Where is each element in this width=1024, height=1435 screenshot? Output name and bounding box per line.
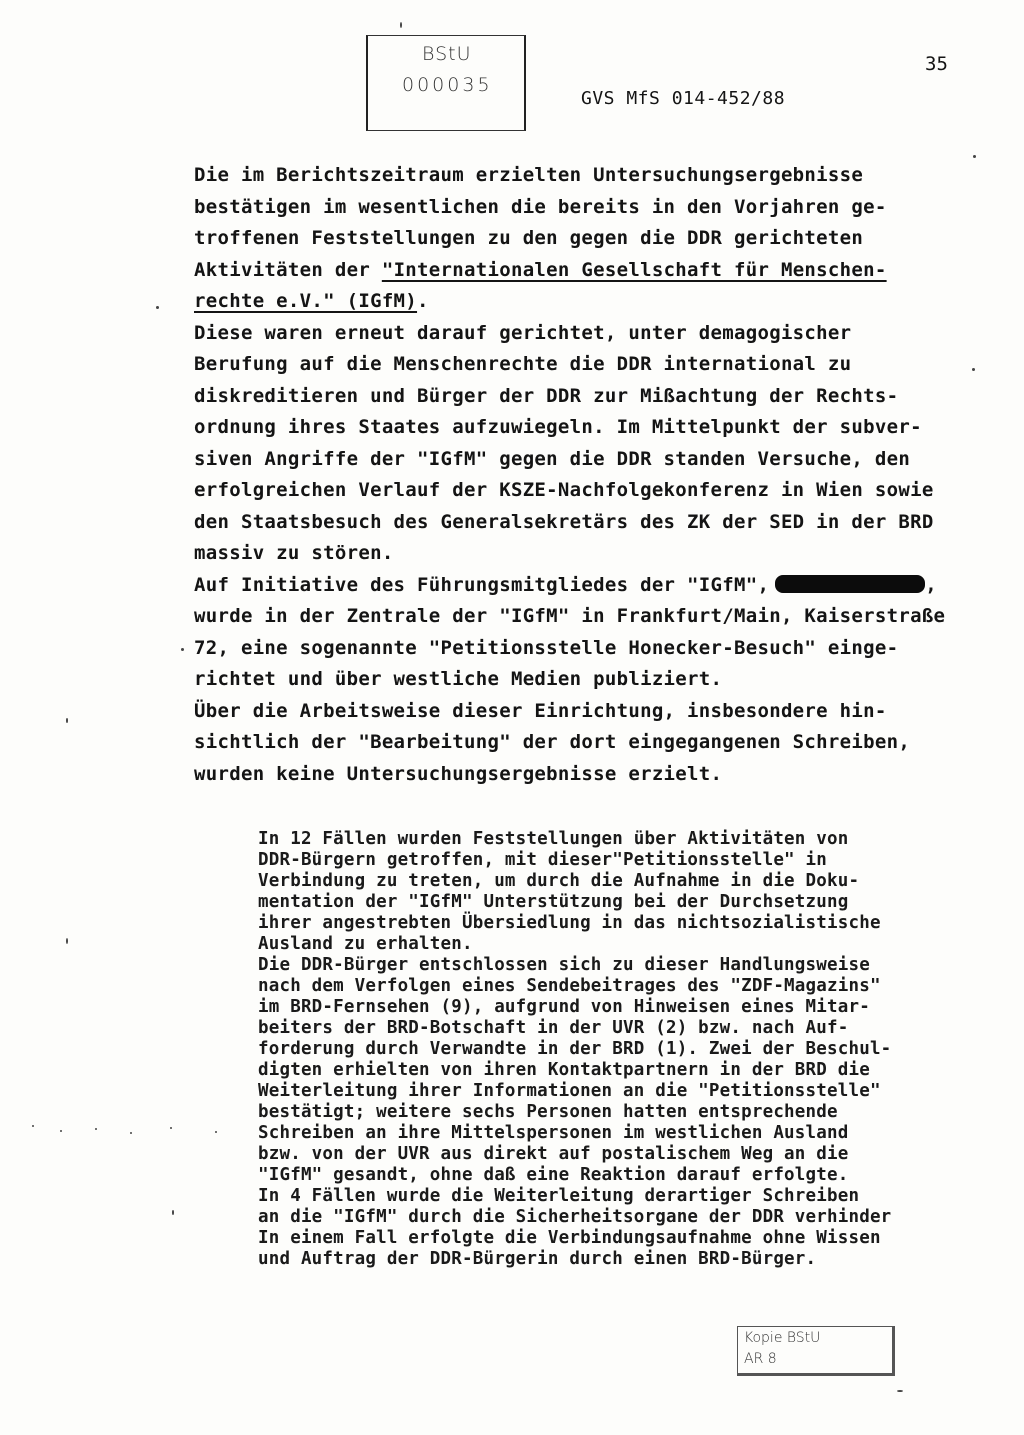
text-line: siven Angriffe der "IGfM" gegen die DDR standen Versuche, den: [194, 447, 911, 470]
scan-speck: [60, 1130, 62, 1132]
scan-speck: [95, 1128, 97, 1130]
text-line: Die DDR-Bürger entschlossen sich zu dieser Handlungsweise: [258, 955, 870, 975]
page-number: 35: [925, 53, 948, 75]
text-line: Ausland zu erhalten.: [258, 934, 473, 954]
scan-speck: [181, 648, 184, 651]
text-line: In einem Fall erfolgte die Verbindungsaufnahme ohne Wissen: [258, 1228, 881, 1248]
text-line: [194, 570, 984, 602]
text-line: [194, 286, 984, 318]
text-line: bestätigt; weitere sechs Personen hatten entsprechende: [258, 1102, 838, 1122]
copy-stamp-label: Kopie BStU: [744, 1330, 821, 1346]
text-line: 72, eine sogenannte "Petitionsstelle Honecker-Besuch" einge-: [194, 636, 899, 659]
text-line: Über die Arbeitsweise dieser Einrichtung, insbesondere hin-: [194, 699, 887, 722]
text-line: diskreditieren und Bürger der DDR zur Mißachtung der Rechts-: [194, 384, 899, 407]
scan-speck: [32, 1125, 34, 1127]
scan-speck: [156, 306, 159, 309]
text-line: bestätigen im wesentlichen die bereits in den Vorjahren ge-: [194, 195, 887, 218]
text-line: im BRD-Fernsehen (9), aufgrund von Hinweisen eines Mitar-: [258, 997, 870, 1017]
text-line: [194, 255, 984, 287]
copy-stamp-code: AR 8: [744, 1351, 777, 1367]
text-line: Die im Berichtszeitraum erzielten Untersuchungsergebnisse: [194, 164, 864, 186]
text-fragment: .: [417, 290, 429, 312]
text-line: digten erhielten von ihren Kontaktpartnern in der BRD die: [258, 1060, 870, 1080]
scan-speck: [400, 22, 402, 28]
text-line: richtet und über westliche Medien publiziert.: [194, 668, 723, 690]
text-line: sichtlich der "Bearbeitung" der dort eingegangenen Schreiben,: [194, 731, 911, 753]
redaction-bar: [775, 575, 925, 593]
text-line: Berufung auf die Menschenrechte die DDR international zu: [194, 353, 852, 375]
archive-stamp: [366, 35, 526, 131]
indented-paragraph: [258, 829, 1018, 1270]
stamp-archive-name: BStU: [422, 43, 472, 65]
text-fragment: Auf Initiative des Führungsmitgliedes der "IGfM",: [194, 573, 770, 596]
stamp-page-code: 000035: [402, 74, 493, 96]
scan-speck: [130, 1132, 132, 1134]
text-line: Weiterleitung ihrer Informationen an die "Petitionsstelle": [258, 1081, 881, 1101]
text-line: DDR-Bürgern getroffen, mit dieser"Petitionsstelle" in: [258, 850, 828, 870]
text-line: massiv zu stören.: [194, 542, 394, 564]
scan-speck: [66, 718, 68, 723]
text-line: wurde in der Zentrale der "IGfM" in Frankfurt/Main, Kaiserstraße: [194, 605, 946, 627]
text-line: In 12 Fällen wurden Feststellungen über Aktivitäten von: [258, 829, 849, 849]
scan-speck: [215, 1131, 217, 1133]
text-line: mentation der "IGfM" Unterstützung bei der Durchsetzung: [258, 892, 849, 912]
text-line: erfolgreichen Verlauf der KSZE-Nachfolgekonferenz in Wien sowie: [194, 479, 934, 501]
organization-name-underlined: rechte e.V." (IGfM): [194, 290, 418, 312]
scan-speck: [972, 368, 975, 371]
text-line: In 4 Fällen wurde die Weiterleitung derartiger Schreiben: [258, 1186, 860, 1206]
text-line: Diese waren erneut darauf gerichtet, unter demagogischer: [194, 321, 852, 344]
text-line: wurden keine Untersuchungsergebnisse erzielt.: [194, 762, 723, 785]
text-fragment: ,: [925, 573, 937, 596]
text-line: Schreiben an ihre Mittelspersonen im westlichen Ausland: [258, 1123, 849, 1143]
main-paragraph: [194, 160, 984, 790]
scan-speck: [973, 155, 976, 158]
text-line: troffenen Feststellungen zu den gegen die DDR gerichteten: [194, 227, 864, 249]
text-line: ihrer angestrebten Übersiedlung in das nichtsozialistische: [258, 913, 881, 933]
text-fragment: Aktivitäten der: [194, 258, 382, 281]
text-line: ordnung ihres Staates aufzuwiegeln. Im Mittelpunkt der subver-: [194, 416, 922, 438]
scan-speck: [170, 1127, 172, 1129]
scan-speck: [172, 1210, 174, 1215]
scan-speck: [897, 1390, 903, 1392]
scan-speck: [66, 938, 68, 944]
text-line: beiters der BRD-Botschaft in der UVR (2) bzw. nach Auf-: [258, 1018, 849, 1038]
text-line: und Auftrag der DDR-Bürgerin durch einen BRD-Bürger.: [258, 1249, 817, 1269]
organization-name-underlined: "Internationalen Gesellschaft für Menschen-: [381, 258, 887, 281]
text-line: "IGfM" gesandt, ohne daß eine Reaktion darauf erfolgte.: [258, 1165, 849, 1185]
text-line: Verbindung zu treten, um durch die Aufnahme in die Doku-: [258, 871, 860, 891]
text-line: an die "IGfM" durch die Sicherheitsorgane der DDR verhinder: [258, 1207, 892, 1227]
text-line: forderung durch Verwandte in der BRD (1). Zwei der Beschul-: [258, 1039, 892, 1059]
text-line: den Staatsbesuch des Generalsekretärs des ZK der SED in der BRD: [194, 510, 934, 533]
copy-stamp: [737, 1326, 895, 1376]
document-reference: GVS MfS 014-452/88: [581, 88, 786, 109]
text-line: bzw. von der UVR aus direkt auf postalischem Weg an die: [258, 1144, 849, 1164]
text-line: nach dem Verfolgen eines Sendebeitrages des "ZDF-Magazins": [258, 976, 881, 996]
